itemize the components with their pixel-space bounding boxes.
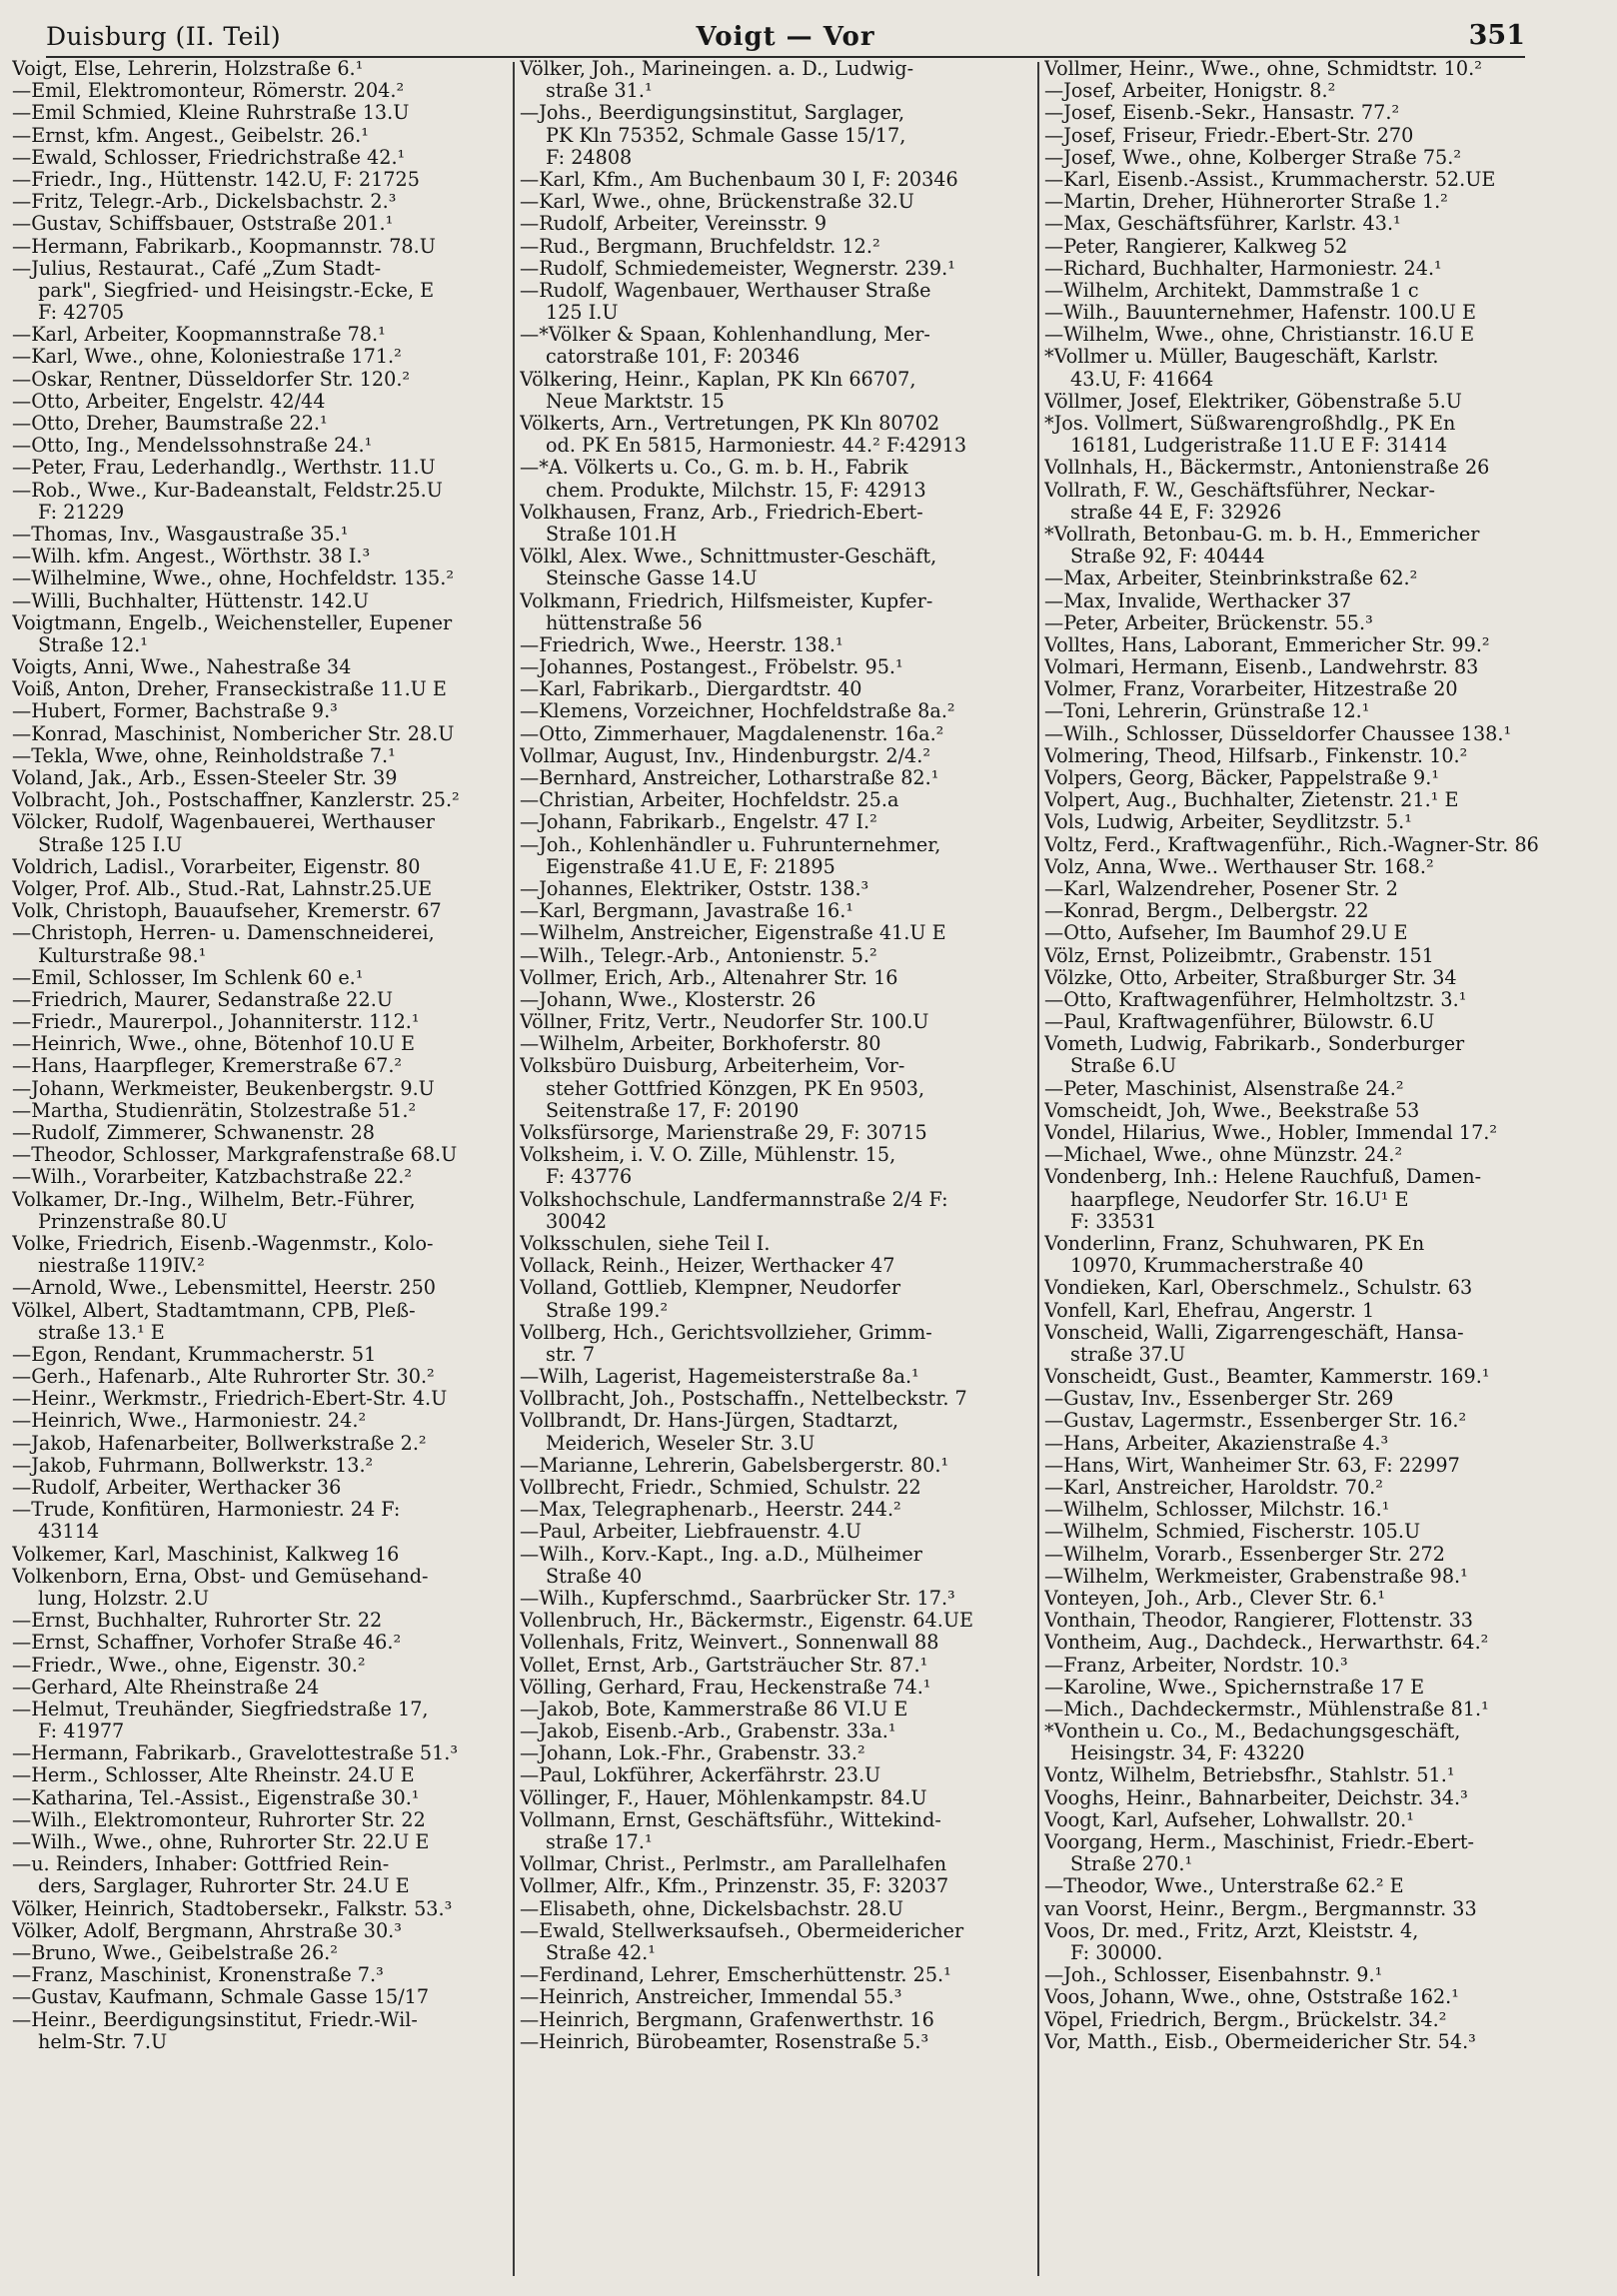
directory-entry: —Christian, Arbeiter, Hochfeldstr. 25.a <box>520 789 899 812</box>
directory-entry: Voland, Jak., Arb., Essen-Steeler Str. 39 <box>12 767 398 789</box>
directory-entry: Vonderlinn, Franz, Schuhwaren, PK En <box>1044 1232 1425 1255</box>
directory-entry-continuation: Straße 40 <box>546 1565 643 1588</box>
page-number: 351 <box>1468 20 1525 51</box>
directory-entry-continuation: 10970, Krummacherstraße 40 <box>1070 1255 1364 1278</box>
directory-entry: Völzke, Otto, Arbeiter, Straßburger Str. 34 <box>1044 966 1457 989</box>
directory-entry: Vondel, Hilarius, Wwe., Hobler, Immendal 17.² <box>1044 1122 1498 1144</box>
directory-entry: —Rudolf, Schmiedemeister, Wegnerstr. 239.¹ <box>520 257 955 280</box>
directory-entry: Voldrich, Ladisl., Vorarbeiter, Eigenstr. 80 <box>12 855 421 878</box>
directory-entry: Volbracht, Joh., Postschaffner, Kanzlerstr. 25.² <box>12 789 460 812</box>
directory-entry: Voos, Dr. med., Fritz, Arzt, Kleiststr. 4, <box>1044 1919 1419 1942</box>
directory-entry: —Joh., Kohlenhändler u. Fuhrunternehmer, <box>520 833 941 856</box>
directory-entry: van Voorst, Heinr., Bergm., Bergmannstr. 33 <box>1044 1897 1477 1920</box>
directory-entry: Volmari, Hermann, Eisenb., Landwehrstr. 83 <box>1044 656 1479 679</box>
directory-entry: —Wilhelm, Arbeiter, Borkhoferstr. 80 <box>520 1033 881 1056</box>
directory-entry: —Jakob, Hafenarbeiter, Bollwerkstraße 2.² <box>12 1432 427 1455</box>
directory-entry: Vollmer, Heinr., Wwe., ohne, Schmidtstr. 10.² <box>1044 58 1482 80</box>
directory-entry: —Rob., Wwe., Kur-Badeanstalt, Feldstr.25.U <box>12 479 443 502</box>
directory-entry-continuation: Prinzenstraße 80.U <box>38 1210 228 1233</box>
directory-entry: —Theodor, Schlosser, Markgrafenstraße 68.U <box>12 1144 458 1167</box>
directory-entry-continuation: str. 7 <box>546 1343 596 1366</box>
directory-entry: —Rudolf, Zimmerer, Schwanenstr. 28 <box>12 1122 375 1144</box>
directory-entry: Volpers, Georg, Bäcker, Pappelstraße 9.¹ <box>1044 767 1440 789</box>
directory-entry: —Hans, Arbeiter, Akazienstraße 4.³ <box>1044 1432 1389 1455</box>
directory-entry: —Ernst, Buchhalter, Ruhrorter Str. 22 <box>12 1610 383 1633</box>
directory-entry: Völkering, Heinr., Kaplan, PK Kln 66707, <box>520 368 916 391</box>
directory-entry-continuation: 43114 <box>38 1521 100 1544</box>
directory-entry: Vollenbruch, Hr., Bäckermstr., Eigenstr. 64.UE <box>520 1610 974 1633</box>
directory-entry: Völling, Gerhard, Frau, Heckenstraße 74.¹ <box>520 1676 931 1699</box>
directory-entry-continuation: 125 I.U <box>546 302 619 325</box>
directory-entry: Voigtmann, Engelb., Weichensteller, Eupener <box>12 611 453 634</box>
directory-entry: Vollmer, Erich, Arb., Altenahrer Str. 16 <box>520 966 898 989</box>
directory-entry: —Hans, Wirt, Wanheimer Str. 63, F: 22997 <box>1044 1454 1460 1477</box>
directory-entry: Vometh, Ludwig, Fabrikarb., Sonderburger <box>1044 1033 1465 1056</box>
directory-entry: Vollberg, Hch., Gerichtsvollzieher, Grimm- <box>520 1321 932 1344</box>
directory-entry-continuation: Straße 270.¹ <box>1070 1853 1193 1876</box>
directory-entry: —Johann, Lok.-Fhr., Grabenstr. 33.² <box>520 1742 865 1765</box>
directory-entry: —Josef, Eisenb.-Sekr., Hansastr. 77.² <box>1044 102 1400 125</box>
directory-entry: —Marianne, Lehrerin, Gabelsbergerstr. 80.¹ <box>520 1454 949 1477</box>
directory-entry: —Karl, Wwe., ohne, Koloniestraße 171.² <box>12 346 402 369</box>
directory-entry: —Wilhelm, Wwe., ohne, Christianstr. 16.U E <box>1044 324 1475 347</box>
directory-entry: Volksheim, i. V. O. Zille, Mühlenstr. 15, <box>520 1144 896 1167</box>
directory-entry-continuation: straße 13.¹ E <box>38 1321 165 1344</box>
directory-entry: —Klemens, Vorzeichner, Hochfeldstraße 8a.² <box>520 700 955 723</box>
directory-entry: Vollmar, Christ., Perlmstr., am Parallelhafen <box>520 1853 947 1876</box>
directory-entry: Vonthain, Theodor, Rangierer, Flottenstr. 33 <box>1044 1610 1473 1633</box>
directory-entry: —Karl, Fabrikarb., Diergardtstr. 40 <box>520 678 862 701</box>
directory-entry-continuation: straße 37.U <box>1070 1343 1186 1366</box>
directory-entry: —Gustav, Schiffsbauer, Oststraße 201.¹ <box>12 213 394 236</box>
directory-entry: —Wilhelmine, Wwe., ohne, Hochfeldstr. 135.² <box>12 568 455 590</box>
directory-entry: —Willi, Buchhalter, Hüttenstr. 142.U <box>12 589 370 612</box>
directory-entry-continuation: F: 42705 <box>38 302 125 325</box>
directory-entry: Völker, Adolf, Bergmann, Ahrstraße 30.³ <box>12 1919 402 1942</box>
directory-entry: —Martin, Dreher, Hühnerorter Straße 1.² <box>1044 191 1448 214</box>
directory-entry: Völlner, Fritz, Vertr., Neudorfer Str. 100.U <box>520 1011 929 1034</box>
directory-entry-continuation: Straße 92, F: 40444 <box>1070 546 1265 569</box>
directory-entry: —Tekla, Wwe, ohne, Reinholdstraße 7.¹ <box>12 744 396 767</box>
directory-entry: —Friedrich, Maurer, Sedanstraße 22.U <box>12 988 393 1011</box>
directory-entry-continuation: chem. Produkte, Milchstr. 15, F: 42913 <box>546 479 926 502</box>
directory-entry: Volkhausen, Franz, Arb., Friedrich-Ebert- <box>520 501 923 524</box>
directory-entry-continuation: 43.U, F: 41664 <box>1070 368 1214 391</box>
directory-entry: —Friedr., Ing., Hüttenstr. 142.U, F: 21725 <box>12 168 420 191</box>
directory-entry: Vondenberg, Inh.: Helene Rauchfuß, Damen- <box>1044 1166 1482 1189</box>
directory-entry: Vollet, Ernst, Arb., Gartsträucher Str. 87.¹ <box>520 1654 928 1677</box>
directory-entry: —Friedr., Maurerpol., Johanniterstr. 112.¹ <box>12 1011 420 1034</box>
directory-entry: Vollmann, Ernst, Geschäftsführ., Wittekind- <box>520 1808 941 1831</box>
directory-entry: —Jakob, Fuhrmann, Bollwerkstr. 13.² <box>12 1454 374 1477</box>
directory-entry: Vontheim, Aug., Dachdeck., Herwarthstr. 64.² <box>1044 1632 1489 1655</box>
directory-entry: Vonfell, Karl, Ehefrau, Angerstr. 1 <box>1044 1299 1375 1322</box>
directory-entry-continuation: straße 44 E, F: 32926 <box>1070 501 1282 524</box>
directory-entry: —Otto, Zimmerhauer, Magdalenenstr. 16a.² <box>520 722 944 745</box>
directory-entry: Vollenhals, Fritz, Weinvert., Sonnenwall 88 <box>520 1632 939 1655</box>
directory-entry: —Wilhelm, Schmied, Fischerstr. 105.U <box>1044 1521 1421 1544</box>
directory-entry-continuation: F: 30000. <box>1070 1941 1163 1964</box>
directory-entry: Volkamer, Dr.-Ing., Wilhelm, Betr.-Führer, <box>12 1188 416 1211</box>
directory-entry-continuation: Kulturstraße 98.¹ <box>38 944 207 967</box>
directory-entry: —Peter, Arbeiter, Brückenstr. 55.³ <box>1044 611 1373 634</box>
directory-entry: Volksbüro Duisburg, Arbeiterheim, Vor- <box>520 1055 905 1078</box>
directory-entry: —Heinr., Werkmstr., Friedrich-Ebert-Str. 4.U <box>12 1388 448 1411</box>
directory-entry: —Katharina, Tel.-Assist., Eigenstraße 30.¹ <box>12 1786 420 1809</box>
directory-entry: Völkerts, Arn., Vertretungen, PK Kln 80702 <box>520 413 940 435</box>
directory-entry: Volkshochschule, Landfermannstraße 2/4 F: <box>520 1188 948 1211</box>
page-header <box>46 18 1525 58</box>
directory-entry: —Helmut, Treuhänder, Siegfriedstraße 17, <box>12 1698 429 1721</box>
directory-entry: —Karl, Anstreicher, Haroldstr. 70.² <box>1044 1477 1383 1499</box>
directory-entry: —Martha, Studienrätin, Stolzestraße 51.² <box>12 1099 417 1122</box>
directory-entry-continuation: niestraße 119IV.² <box>38 1255 205 1278</box>
directory-entry: *Vollrath, Betonbau-G. m. b. H., Emmericher <box>1044 523 1480 546</box>
directory-entry: —Peter, Frau, Lederhandlg., Werthstr. 11.U <box>12 457 436 480</box>
directory-entry: —Friedrich, Wwe., Heerstr. 138.¹ <box>520 633 843 656</box>
directory-entry-continuation: Seitenstraße 17, F: 20190 <box>546 1099 800 1122</box>
directory-entry: Volmering, Theod, Hilfsarb., Finkenstr. 10.² <box>1044 744 1468 767</box>
directory-entry: —Ewald, Schlosser, Friedrichstraße 42.¹ <box>12 146 406 169</box>
directory-entry: —Jakob, Eisenb.-Arb., Grabenstr. 33a.¹ <box>520 1721 896 1743</box>
directory-entry: —Gustav, Lagermstr., Essenberger Str. 16.² <box>1044 1410 1467 1433</box>
directory-entry: —Karl, Arbeiter, Koopmannstraße 78.¹ <box>12 324 386 347</box>
directory-entry-continuation: Straße 6.U <box>1070 1055 1177 1078</box>
directory-entry: Vollrath, F. W., Geschäftsführer, Neckar- <box>1044 479 1435 502</box>
directory-entry: Völkel, Albert, Stadtamtmann, CPB, Pleß- <box>12 1299 416 1322</box>
directory-entry: Volksfürsorge, Marienstraße 29, F: 30715 <box>520 1122 927 1144</box>
directory-entry: —Heinrich, Wwe., Harmoniestr. 24.² <box>12 1410 367 1433</box>
directory-entry: Vonteyen, Joh., Arb., Clever Str. 6.¹ <box>1044 1587 1386 1610</box>
directory-entry-continuation: Straße 125 I.U <box>38 833 183 856</box>
directory-entry: Voigts, Anni, Wwe., Nahestraße 34 <box>12 656 352 679</box>
directory-entry-continuation: F: 41977 <box>38 1721 125 1743</box>
directory-entry: —Max, Telegraphenarb., Heerstr. 244.² <box>520 1499 901 1522</box>
directory-entry: —Wilh., Bauunternehmer, Hafenstr. 100.U E <box>1044 302 1477 325</box>
directory-entry-continuation: Heisingstr. 34, F: 43220 <box>1070 1742 1305 1765</box>
directory-entry: Volz, Anna, Wwe.. Werthauser Str. 168.² <box>1044 855 1434 878</box>
directory-entry-continuation: F: 24808 <box>546 146 633 169</box>
directory-entry: —Josef, Friseur, Friedr.-Ebert-Str. 270 <box>1044 124 1414 147</box>
directory-entry: —Wilhelm, Vorarb., Essenberger Str. 272 <box>1044 1543 1445 1566</box>
directory-entry: Vöpel, Friedrich, Bergm., Brückelstr. 34.² <box>1044 2008 1447 2031</box>
directory-entry: —Karl, Eisenb.-Assist., Krummacherstr. 52.UE <box>1044 168 1496 191</box>
directory-entry: —Johann, Wwe., Klosterstr. 26 <box>520 988 816 1011</box>
directory-entry: —Heinrich, Anstreicher, Immendal 55.³ <box>520 1986 902 2009</box>
directory-entry: —Heinrich, Bürobeamter, Rosenstraße 5.³ <box>520 2030 929 2053</box>
directory-entry: —Toni, Lehrerin, Grünstraße 12.¹ <box>1044 700 1370 723</box>
directory-entry: —Friedr., Wwe., ohne, Eigenstr. 30.² <box>12 1654 366 1677</box>
directory-entry-continuation: 30042 <box>546 1210 608 1233</box>
directory-entry: —Max, Invalide, Werthacker 37 <box>1044 589 1352 612</box>
directory-entry: Vols, Ludwig, Arbeiter, Seydlitzstr. 5.¹ <box>1044 811 1412 834</box>
directory-entry: —Wilh., Schlosser, Düsseldorfer Chaussee 138.¹ <box>1044 722 1512 745</box>
directory-entry: —Rudolf, Arbeiter, Werthacker 36 <box>12 1477 342 1499</box>
directory-entry-continuation: ders, Sarglager, Ruhrorter Str. 24.U E <box>38 1875 410 1898</box>
directory-entry: —Wilhelm, Werkmeister, Grabenstraße 98.¹ <box>1044 1565 1468 1588</box>
directory-entry: —Karl, Kfm., Am Buchenbaum 30 I, F: 20346 <box>520 168 958 191</box>
directory-entry: *Vonthein u. Co., M., Bedachungsgeschäft, <box>1044 1721 1461 1743</box>
directory-entry: Voorgang, Herm., Maschinist, Friedr.-Ebert- <box>1044 1831 1475 1853</box>
directory-entry: Voltz, Ferd., Kraftwagenführ., Rich.-Wagner-Str. 86 <box>1044 833 1539 856</box>
directory-entry-continuation: catorstraße 101, F: 20346 <box>546 346 801 369</box>
directory-entry: —Konrad, Maschinist, Nombericher Str. 28.U <box>12 722 455 745</box>
directory-entry-continuation: Straße 101.H <box>546 523 678 546</box>
directory-entry: —Wilh., Korv.-Kapt., Ing. a.D., Mülheimer <box>520 1543 922 1566</box>
directory-entry: Vomscheidt, Joh, Wwe., Beekstraße 53 <box>1044 1099 1420 1122</box>
directory-entry: —Rud., Bergmann, Bruchfeldstr. 12.² <box>520 235 880 258</box>
directory-column-1 <box>12 58 509 2280</box>
directory-entry: —*A. Völkerts u. Co., G. m. b. H., Fabrik <box>520 457 908 480</box>
directory-entry: —Konrad, Bergm., Delbergstr. 22 <box>1044 900 1369 923</box>
directory-entry: —Peter, Maschinist, Alsenstraße 24.² <box>1044 1077 1404 1100</box>
directory-entry: —Gerhard, Alte Rheinstraße 24 <box>12 1676 320 1699</box>
directory-entry: —Ernst, Schaffner, Vorhofer Straße 46.² <box>12 1632 402 1655</box>
directory-entry: Vollbrandt, Dr. Hans-Jürgen, Stadtarzt, <box>520 1410 899 1433</box>
directory-entry: —Herm., Schlosser, Alte Rheinstr. 24.U E <box>12 1764 415 1787</box>
directory-entry: Völker, Heinrich, Stadtobersekr., Falkstr. 53.³ <box>12 1897 453 1920</box>
directory-entry: —Hermann, Fabrikarb., Gravelottestraße 51.³ <box>12 1742 459 1765</box>
directory-entry: Vor, Matth., Eisb., Obermeidericher Str. 54.³ <box>1044 2030 1476 2053</box>
directory-entry: —*Völker & Spaan, Kohlenhandlung, Mer- <box>520 324 930 347</box>
directory-column-3 <box>1044 58 1565 2280</box>
directory-entry-continuation: Straße 42.¹ <box>546 1941 656 1964</box>
directory-entry: Vontz, Wilhelm, Betriebsfhr., Stahlstr. 51.¹ <box>1044 1764 1455 1787</box>
name-range-heading: Voigt — Vor <box>696 22 875 52</box>
directory-entry: —Johs., Beerdigungsinstitut, Sarglager, <box>520 102 905 125</box>
directory-entry-continuation: Neue Marktstr. 15 <box>546 390 725 413</box>
directory-entry: —Gustav, Inv., Essenberger Str. 269 <box>1044 1388 1394 1411</box>
directory-entry: Voogt, Karl, Aufseher, Lohwallstr. 20.¹ <box>1044 1808 1414 1831</box>
directory-entry: —Wilhelm, Anstreicher, Eigenstraße 41.U E <box>520 922 946 945</box>
directory-entry: Völlmer, Josef, Elektriker, Göbenstraße 5.U <box>1044 390 1462 413</box>
directory-entry: Volksschulen, siehe Teil I. <box>520 1232 771 1255</box>
directory-entry: —Jakob, Bote, Kammerstraße 86 VI.U E <box>520 1698 908 1721</box>
directory-entry: Voiß, Anton, Dreher, Franseckistraße 11.U E <box>12 678 447 701</box>
directory-entry: —Rudolf, Arbeiter, Vereinsstr. 9 <box>520 213 827 236</box>
directory-entry: —Peter, Rangierer, Kalkweg 52 <box>1044 235 1348 258</box>
directory-entry: —Egon, Rendant, Krummacherstr. 51 <box>12 1343 377 1366</box>
directory-entry: —Hermann, Fabrikarb., Koopmannstr. 78.U <box>12 235 436 258</box>
directory-entry: —Wilh., Kupferschmd., Saarbrücker Str. 17.³ <box>520 1587 955 1610</box>
directory-entry: —Wilh, Lagerist, Hagemeisterstraße 8a.¹ <box>520 1366 919 1389</box>
directory-entry-continuation: PK Kln 75352, Schmale Gasse 15/17, <box>546 124 906 147</box>
directory-entry-continuation: Straße 12.¹ <box>38 633 148 656</box>
directory-entry: Vollbracht, Joh., Postschaffn., Nettelbeckstr. 7 <box>520 1388 967 1411</box>
directory-entry: —Mich., Dachdeckermstr., Mühlenstraße 81.¹ <box>1044 1698 1489 1721</box>
directory-entry-continuation: Steinsche Gasse 14.U <box>546 568 758 590</box>
directory-entry-continuation: F: 33531 <box>1070 1210 1157 1233</box>
directory-entry-continuation: 16181, Ludgeristraße 11.U E F: 31414 <box>1070 435 1448 458</box>
directory-entry: —Karl, Bergmann, Javastraße 16.¹ <box>520 900 853 923</box>
directory-entry: Vollbrecht, Friedr., Schmied, Schulstr. 22 <box>520 1477 921 1499</box>
directory-entry-continuation: haarpflege, Neudorfer Str. 16.U¹ E <box>1070 1188 1409 1211</box>
directory-entry: —Karl, Walzendreher, Posener Str. 2 <box>1044 877 1398 900</box>
directory-column-2 <box>520 58 1033 2280</box>
directory-entry-continuation: lung, Holzstr. 2.U <box>38 1587 210 1610</box>
directory-entry: —Johannes, Elektriker, Oststr. 138.³ <box>520 877 869 900</box>
directory-entry: Voos, Johann, Wwe., ohne, Oststraße 162.¹ <box>1044 1986 1459 2009</box>
directory-entry: —Karoline, Wwe., Spichernstraße 17 E <box>1044 1676 1425 1699</box>
directory-entry: —Oskar, Rentner, Düsseldorfer Str. 120.² <box>12 368 411 391</box>
directory-entry: —Otto, Arbeiter, Engelstr. 42/44 <box>12 390 326 413</box>
directory-entry: —Rudolf, Wagenbauer, Werthauser Straße <box>520 279 931 302</box>
directory-entry: —Ernst, kfm. Angest., Geibelstr. 26.¹ <box>12 124 369 147</box>
directory-entry: —Otto, Kraftwagenführer, Helmholtzstr. 3.¹ <box>1044 988 1467 1011</box>
directory-entry: —Franz, Maschinist, Kronenstraße 7.³ <box>12 1964 384 1987</box>
city-section-title: Duisburg (II. Teil) <box>46 22 282 51</box>
directory-entry: Völlinger, F., Hauer, Möhlenkampstr. 84.U <box>520 1786 927 1809</box>
directory-entry-continuation: helm-Str. 7.U <box>38 2030 168 2053</box>
directory-entry: —Wilhelm, Schlosser, Milchstr. 16.¹ <box>1044 1499 1390 1522</box>
directory-entry: —Wilh. kfm. Angest., Wörthstr. 38 I.³ <box>12 546 371 569</box>
directory-entry: —Wilh., Elektromonteur, Ruhrorter Str. 22 <box>12 1808 426 1831</box>
directory-entry: —Hans, Haarpfleger, Kremerstraße 67.² <box>12 1055 403 1078</box>
directory-entry: Volland, Gottlieb, Klempner, Neudorfer <box>520 1277 901 1300</box>
directory-entry-continuation: straße 31.¹ <box>546 80 653 103</box>
directory-entry: —Paul, Lokführer, Ackerfährstr. 23.U <box>520 1764 881 1787</box>
directory-entry: *Vollmer u. Müller, Baugeschäft, Karlstr. <box>1044 346 1439 369</box>
directory-entry: —Paul, Kraftwagenführer, Bülowstr. 6.U <box>1044 1011 1435 1034</box>
directory-entry: —Johann, Fabrikarb., Engelstr. 47 I.² <box>520 811 877 834</box>
directory-entry: Völker, Joh., Marineingen. a. D., Ludwig- <box>520 58 914 80</box>
directory-entry: —u. Reinders, Inhaber: Gottfried Rein- <box>12 1853 390 1876</box>
directory-entry: Vonscheidt, Gust., Beamter, Kammerstr. 169.¹ <box>1044 1366 1490 1389</box>
directory-entry: Volger, Prof. Alb., Stud.-Rat, Lahnstr.25.UE <box>12 877 433 900</box>
directory-entry-continuation: Straße 199.² <box>546 1299 669 1322</box>
directory-entry: —Otto, Aufseher, Im Baumhof 29.U E <box>1044 922 1408 945</box>
directory-entry: Volltes, Hans, Laborant, Emmericher Str. 99.² <box>1044 633 1490 656</box>
directory-entry: —Emil, Elektromonteur, Römerstr. 204.² <box>12 80 405 103</box>
directory-entry-continuation: F: 21229 <box>38 501 125 524</box>
directory-entry: —Emil, Schlosser, Im Schlenk 60 e.¹ <box>12 966 364 989</box>
directory-entry: —Trude, Konfitüren, Harmoniestr. 24 F: <box>12 1499 401 1522</box>
directory-entry: Vollack, Reinh., Heizer, Werthacker 47 <box>520 1255 895 1278</box>
directory-entry-continuation: od. PK En 5815, Harmoniestr. 44.² F:42913 <box>546 435 967 458</box>
directory-entry: Vonscheid, Walli, Zigarrengeschäft, Hansa- <box>1044 1321 1464 1344</box>
directory-entry: —Otto, Ing., Mendelssohnstraße 24.¹ <box>12 435 373 458</box>
directory-entry: Voigt, Else, Lehrerin, Holzstraße 6.¹ <box>12 58 364 80</box>
directory-entry: —Theodor, Wwe., Unterstraße 62.² E <box>1044 1875 1404 1898</box>
directory-entry: —Otto, Dreher, Baumstraße 22.¹ <box>12 413 328 435</box>
directory-entry-continuation: steher Gottfried Könzgen, PK En 9503, <box>546 1077 925 1100</box>
directory-entry: Vondieken, Karl, Oberschmelz., Schulstr. 63 <box>1044 1277 1473 1300</box>
directory-entry-continuation: hüttenstraße 56 <box>546 611 703 634</box>
directory-entry: —Karl, Wwe., ohne, Brückenstraße 32.U <box>520 191 914 214</box>
directory-entry: —Julius, Restaurat., Café „Zum Stadt- <box>12 257 382 280</box>
directory-entry: —Fritz, Telegr.-Arb., Dickelsbachstr. 2.³ <box>12 191 397 214</box>
directory-entry-continuation: park", Siegfried- und Heisingstr.-Ecke, E <box>38 279 435 302</box>
directory-entry: Volkemer, Karl, Maschinist, Kalkweg 16 <box>12 1543 400 1566</box>
directory-entry: Volke, Friedrich, Eisenb.-Wagenmstr., Kolo- <box>12 1232 434 1255</box>
directory-entry: —Wilh., Wwe., ohne, Ruhrorter Str. 22.U E <box>12 1831 430 1853</box>
directory-entry: —Emil Schmied, Kleine Ruhrstraße 13.U <box>12 102 410 125</box>
directory-entry: —Wilh., Vorarbeiter, Katzbachstraße 22.² <box>12 1166 413 1189</box>
directory-entry: —Johann, Werkmeister, Beukenbergstr. 9.U <box>12 1077 435 1100</box>
directory-entry: —Heinrich, Wwe., ohne, Bötenhof 10.U E <box>12 1033 415 1056</box>
directory-entry: —Heinr., Beerdigungsinstitut, Friedr.-Wil- <box>12 2008 418 2031</box>
directory-entry: Vooghs, Heinr., Bahnarbeiter, Deichstr. 34.³ <box>1044 1786 1468 1809</box>
directory-entry: Völcker, Rudolf, Wagenbauerei, Werthauser <box>12 811 435 834</box>
directory-entry: —Bruno, Wwe., Geibelstraße 26.² <box>12 1941 338 1964</box>
directory-entry: Volpert, Aug., Buchhalter, Zietenstr. 21.¹ E <box>1044 789 1459 812</box>
directory-entry: —Thomas, Inv., Wasgaustraße 35.¹ <box>12 523 349 546</box>
directory-entry-continuation: F: 43776 <box>546 1166 633 1189</box>
directory-entry: —Franz, Arbeiter, Nordstr. 10.³ <box>1044 1654 1348 1677</box>
directory-entry: —Ewald, Stellwerksaufseh., Obermeidericher <box>520 1919 964 1942</box>
directory-entry: —Paul, Arbeiter, Liebfrauenstr. 4.U <box>520 1521 862 1544</box>
directory-entry: Volkenborn, Erna, Obst- und Gemüsehand- <box>12 1565 429 1588</box>
directory-entry: —Max, Arbeiter, Steinbrinkstraße 62.² <box>1044 568 1418 590</box>
directory-entry: Volk, Christoph, Bauaufseher, Kremerstr. 67 <box>12 900 442 923</box>
directory-entry: —Max, Geschäftsführer, Karlstr. 43.¹ <box>1044 213 1401 236</box>
directory-entry: —Wilhelm, Architekt, Dammstraße 1 c <box>1044 279 1419 302</box>
directory-entry: —Josef, Wwe., ohne, Kolberger Straße 75.² <box>1044 146 1462 169</box>
directory-entry: —Heinrich, Bergmann, Grafenwerthstr. 16 <box>520 2008 934 2031</box>
directory-entry: —Wilh., Telegr.-Arb., Antonienstr. 5.² <box>520 944 877 967</box>
directory-entry: —Bernhard, Anstreicher, Lotharstraße 82.¹ <box>520 767 939 789</box>
directory-entry: —Christoph, Herren- u. Damenschneiderei, <box>12 922 435 945</box>
directory-entry: Völkl, Alex. Wwe., Schnittmuster-Geschäft, <box>520 546 937 569</box>
directory-columns <box>12 58 1565 2280</box>
directory-entry: —Michael, Wwe., ohne Münzstr. 24.² <box>1044 1144 1403 1167</box>
directory-entry: —Josef, Arbeiter, Honigstr. 8.² <box>1044 80 1336 103</box>
directory-entry: —Gustav, Kaufmann, Schmale Gasse 15/17 <box>12 1986 430 2009</box>
directory-entry: Vollnhals, H., Bäckermstr., Antonienstraße 26 <box>1044 457 1490 480</box>
directory-entry: Völz, Ernst, Polizeibmtr., Grabenstr. 151 <box>1044 944 1434 967</box>
directory-entry-continuation: straße 17.¹ <box>546 1831 653 1853</box>
directory-entry: —Arnold, Wwe., Lebensmittel, Heerstr. 250 <box>12 1277 436 1300</box>
directory-entry: —Richard, Buchhalter, Harmoniestr. 24.¹ <box>1044 257 1442 280</box>
directory-entry: —Hubert, Former, Bachstraße 9.³ <box>12 700 338 723</box>
directory-entry: Volkmann, Friedrich, Hilfsmeister, Kupfer- <box>520 589 933 612</box>
directory-entry: —Johannes, Postangest., Fröbelstr. 95.¹ <box>520 656 903 679</box>
directory-entry: —Joh., Schlosser, Eisenbahnstr. 9.¹ <box>1044 1964 1383 1987</box>
directory-entry: —Elisabeth, ohne, Dickelsbachstr. 28.U <box>520 1897 904 1920</box>
directory-entry: *Jos. Vollmert, Süßwarengroßhdlg., PK En <box>1044 413 1456 435</box>
directory-entry-continuation: Eigenstraße 41.U E, F: 21895 <box>546 855 835 878</box>
directory-entry: Volmer, Franz, Vorarbeiter, Hitzestraße 20 <box>1044 678 1458 701</box>
directory-entry: Vollmar, August, Inv., Hindenburgstr. 2/4.² <box>520 744 931 767</box>
directory-entry-continuation: Meiderich, Weseler Str. 3.U <box>546 1432 815 1455</box>
directory-entry: —Ferdinand, Lehrer, Emscherhüttenstr. 25.¹ <box>520 1964 951 1987</box>
directory-entry: Vollmer, Alfr., Kfm., Prinzenstr. 35, F: 32037 <box>520 1875 949 1898</box>
directory-entry: —Gerh., Hafenarb., Alte Ruhrorter Str. 30.² <box>12 1366 435 1389</box>
